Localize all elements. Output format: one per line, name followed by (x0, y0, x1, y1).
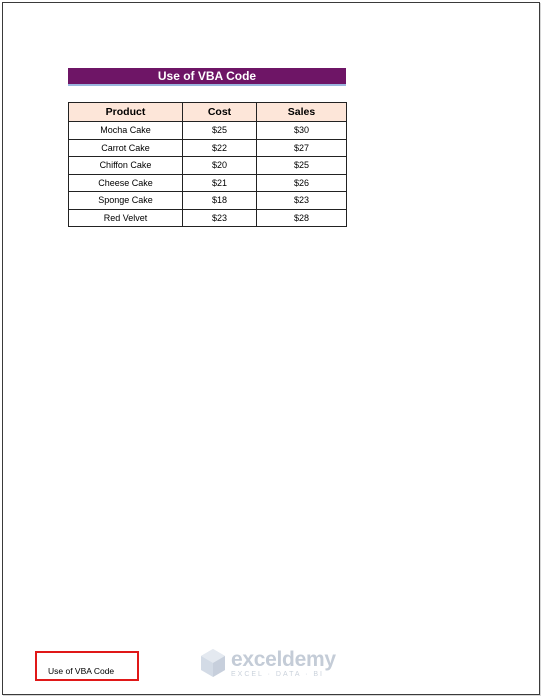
cell-cost: $20 (183, 157, 257, 175)
header-cost: Cost (183, 103, 257, 122)
cell-product: Red Velvet (69, 209, 183, 227)
cell-cost: $21 (183, 174, 257, 192)
product-table (68, 102, 347, 227)
cell-sales: $30 (257, 122, 347, 140)
watermark-tagline: EXCEL · DATA · BI (231, 670, 324, 678)
header-product: Product (69, 103, 183, 122)
table-row (69, 174, 347, 192)
table-row (69, 139, 347, 157)
sheet-title: Use of VBA Code (68, 68, 346, 86)
cell-sales: $28 (257, 209, 347, 227)
cell-product: Sponge Cake (69, 192, 183, 210)
exceldemy-logo-icon (199, 648, 227, 678)
table-row (69, 122, 347, 140)
table-row (69, 157, 347, 175)
cell-sales: $26 (257, 174, 347, 192)
table-row (69, 192, 347, 210)
cell-product: Mocha Cake (69, 122, 183, 140)
cell-cost: $22 (183, 139, 257, 157)
cell-product: Cheese Cake (69, 174, 183, 192)
header-sales: Sales (257, 103, 347, 122)
cell-product: Carrot Cake (69, 139, 183, 157)
cell-sales: $27 (257, 139, 347, 157)
cell-sales: $25 (257, 157, 347, 175)
cell-cost: $18 (183, 192, 257, 210)
table-row (69, 209, 347, 227)
watermark-brand: exceldemy (231, 647, 336, 671)
cell-sales: $23 (257, 192, 347, 210)
page-footer: Use of VBA Code (48, 666, 115, 676)
exceldemy-watermark (199, 648, 336, 678)
cell-cost: $23 (183, 209, 257, 227)
table-header-row (69, 103, 347, 122)
cell-cost: $25 (183, 122, 257, 140)
cell-product: Chiffon Cake (69, 157, 183, 175)
